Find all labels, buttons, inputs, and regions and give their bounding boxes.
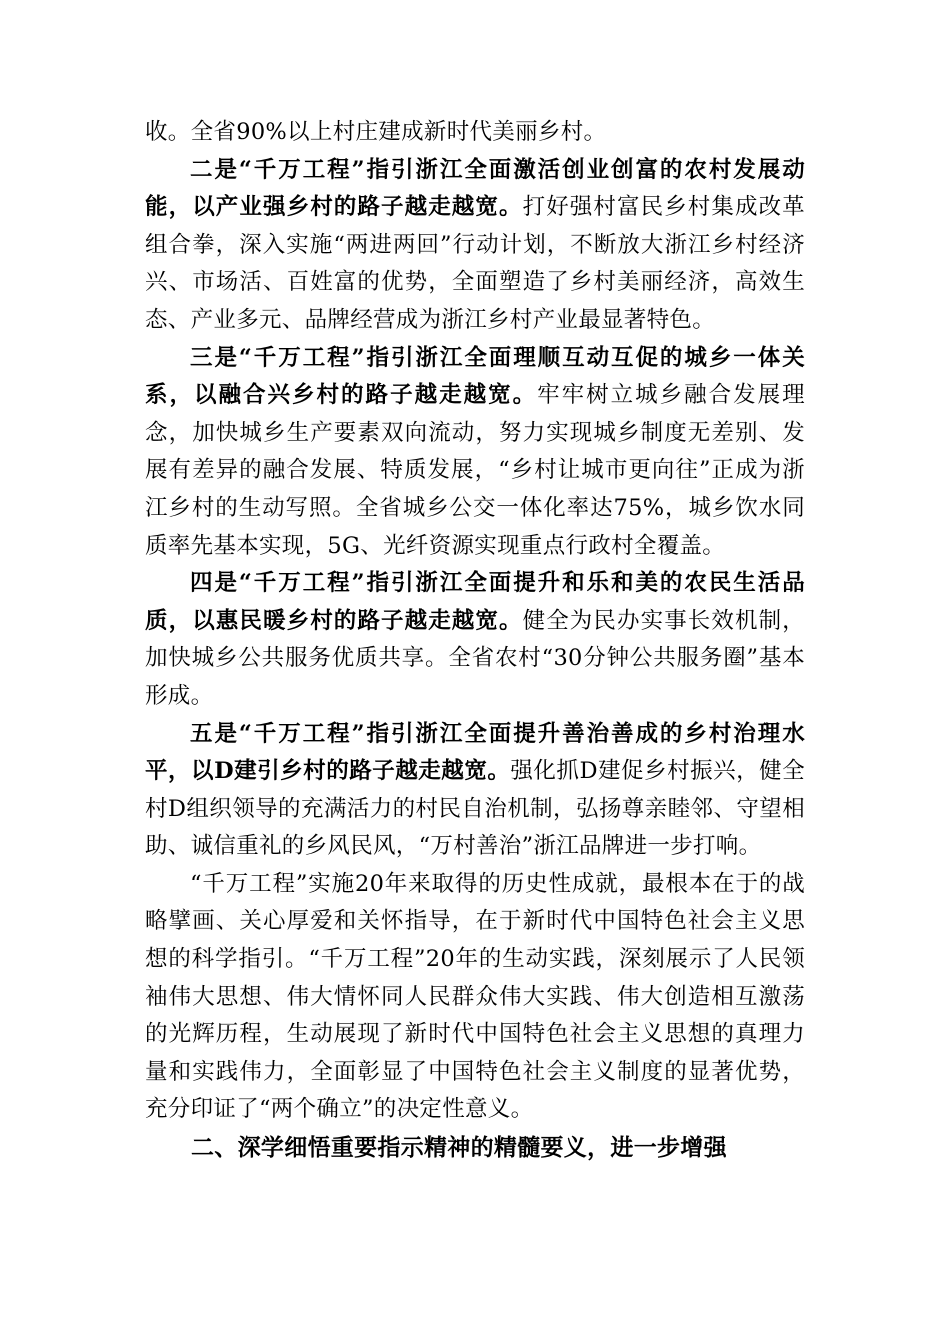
paragraph-6-body: “千万工程”实施20年来取得的历史性成就，最根本在于的战略擘画、关心厚爱和关怀指导，在于新时代中国特色社会主义思想的科学指引。“千万工程”20年的生动实践，深刻展示了人民领袖伟大思想、伟大情怀同人民群众伟大实践、伟大创造相互激荡的光辉历程，生动展现了新时代中国特色社会主义思想的真理力量和实践伟力，全面彰显了中国特色社会主义制度的显著优势，充分印证了“两个确立”的决定性意义。 (145, 870, 805, 1123)
paragraph-2 (145, 152, 805, 340)
paragraph-4-body: 健全为民办实事长效机制，加快城乡公共服务优质共享。全省农村“30分钟公共服务圈”基本形成。 (145, 607, 805, 709)
paragraph-4-lead: 四是“千万工程”指引浙江全面提升和乐和美的农民生活品质，以惠民暖乡村的路子越走越宽。 (145, 570, 805, 634)
paragraph-4 (145, 565, 805, 715)
paragraph-2-lead: 二是“千万工程”指引浙江全面激活创业创富的农村发展动能，以产业强乡村的路子越走越宽。 (145, 156, 805, 221)
paragraph-1 (145, 114, 805, 152)
paragraph-5 (145, 716, 805, 866)
paragraph-6 (145, 866, 805, 1129)
paragraph-5-lead: 五是“千万工程”指引浙江全面提升善治善成的乡村治理水平，以D建引乡村的路子越走越宽。 (145, 720, 805, 785)
paragraph-2-body: 打好强村富民乡村集成改革组合拳，深入实施“两进两回”行动计划，不断放大浙江乡村经济兴、市场活、百姓富的优势，全面塑造了乡村美丽经济，高效生态、产业多元、品牌经营成为浙江乡村产业最显著特色。 (145, 194, 805, 333)
paragraph-3-body: 牢牢树立城乡融合发展理念，加快城乡生产要素双向流动，努力实现城乡制度无差别、发展有差异的融合发展、特质发展，“乡村让城市更向往”正成为浙江乡村的生动写照。全省城乡公交一体化率达75%，城乡饮水同质率先基本实现，5G、光纤资源实现重点行政村全覆盖。 (145, 382, 805, 559)
document-page (145, 114, 805, 1167)
paragraph-3-lead: 三是“千万工程”指引浙江全面理顺互动互促的城乡一体关系，以融合兴乡村的路子越走越宽。 (145, 344, 805, 409)
paragraph-5-body: 强化抓D建促乡村振兴，健全村D组织领导的充满活力的村民自治机制，弘扬尊亲睦邻、守望相助、诚信重礼的乡风民风，“万村善治”浙江品牌进一步打响。 (145, 758, 805, 860)
paragraph-3 (145, 340, 805, 566)
paragraph-1-body: 收。全省90%以上村庄建成新时代美丽乡村。 (145, 119, 607, 145)
section-heading: 二、深学细悟重要指示精神的精髓要义，进一步增强 (191, 1134, 727, 1162)
